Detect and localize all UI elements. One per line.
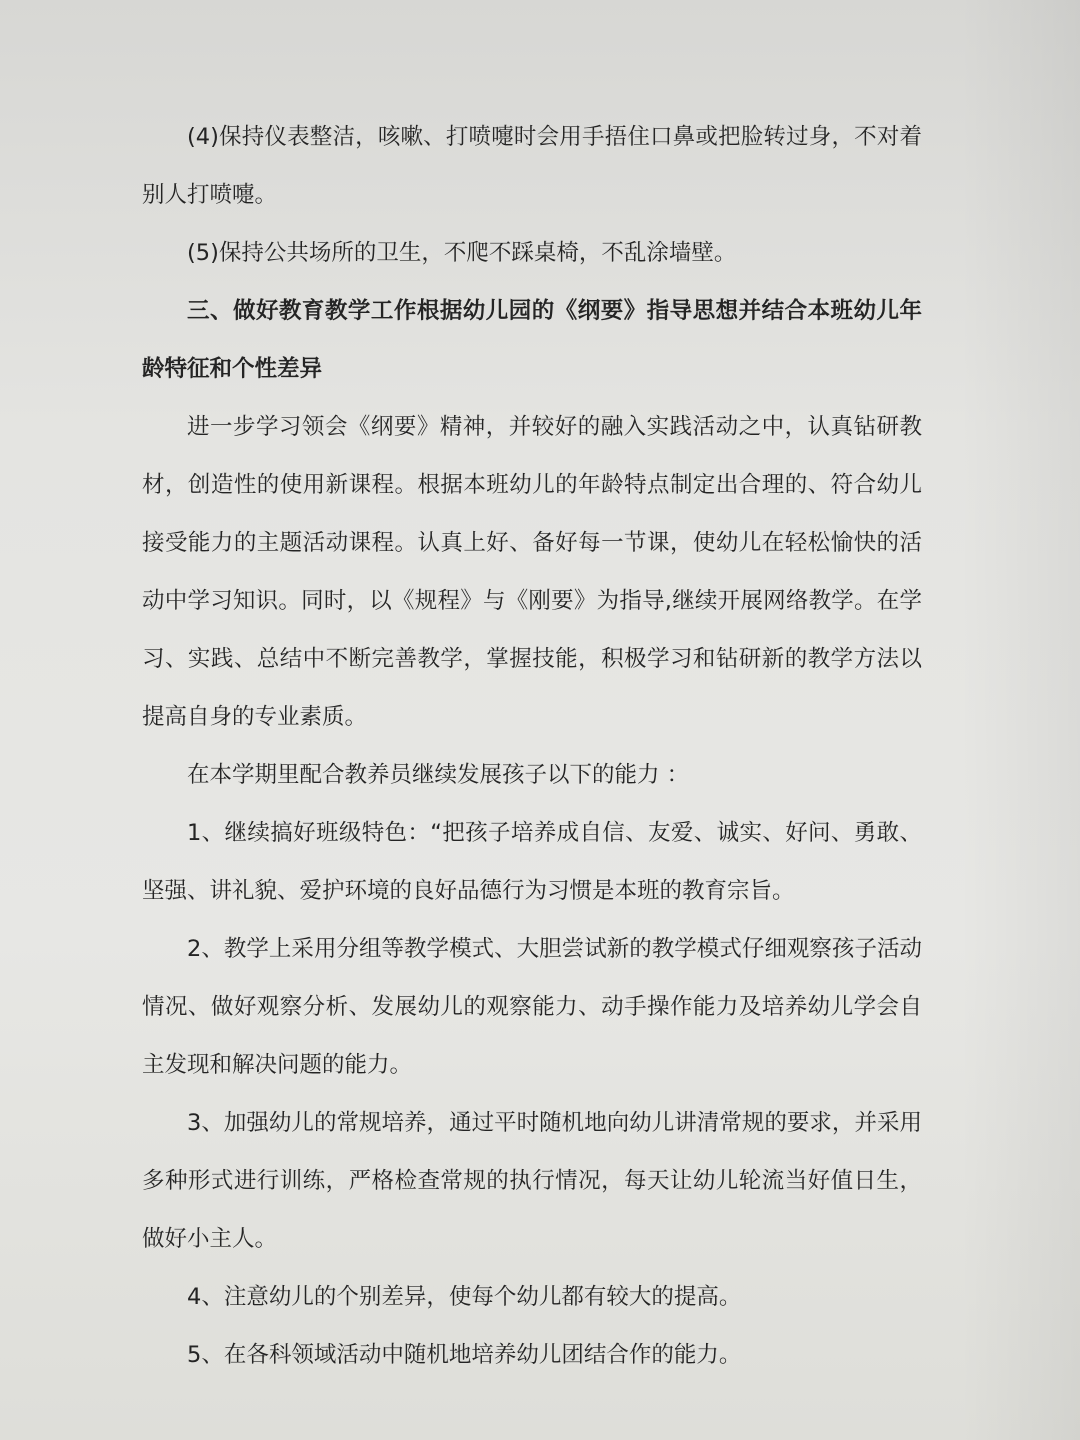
list-item-2: 2、教学上采用分组等教学模式、大胆尝试新的教学模式仔细观察孩子活动情况、做好观察分析、发展幼儿的观察能力、动手操作能力及培养幼儿学会自主发现和解决问题的能力。: [142, 936, 922, 1078]
paragraph-hygiene-5: (5)保持公共场所的卫生，不爬不踩桌椅，不乱涂墙壁。: [187, 240, 737, 266]
paragraph-abilities-intro: 在本学期里配合教养员继续发展孩子以下的能力 ：: [187, 762, 690, 788]
paragraph-hygiene-4: (4)保持仪表整洁，咳嗽、打喷嚏时会用手捂住口鼻或把脸转过身，不对着别人打喷嚏。: [142, 124, 922, 208]
paragraph-teaching: 进一步学习领会《纲要》精神，并较好的融入实践活动之中，认真钻研教材，创造性的使用新课程。根据本班幼儿的年龄特点制定出合理的、符合幼儿接受能力的主题活动课程。认真上好、备好每一节课，使幼儿在轻松愉快的活动中学习知识。同时，以《规程》与《刚要》为指导,继续开展网络教学。在学习、实践、总结中不断完善教学，掌握技能，积极学习和钻研新的教学方法以提高自身的专业素质。: [142, 414, 922, 730]
list-item-4: 4、注意幼儿的个别差异，使每个幼儿都有较大的提高。: [187, 1284, 742, 1310]
document-body: [142, 108, 922, 1384]
list-item-3: 3、加强幼儿的常规培养，通过平时随机地向幼儿讲清常规的要求，并采用多种形式进行训练，严格检查常规的执行情况，每天让幼儿轮流当好值日生，做好小主人。: [142, 1110, 922, 1252]
page-shadow: [960, 0, 1080, 1440]
list-item-1: 1、继续搞好班级特色：“把孩子培养成自信、友爱、诚实、好问、勇敢、坚强、讲礼貌、爱护环境的良好品德行为习惯是本班的教育宗旨。: [142, 820, 922, 904]
section-heading: 三、做好教育教学工作根据幼儿园的《纲要》指导思想并结合本班幼儿年龄特征和个性差异: [142, 298, 922, 382]
list-item-5: 5、在各科领域活动中随机地培养幼儿团结合作的能力。: [187, 1342, 742, 1368]
